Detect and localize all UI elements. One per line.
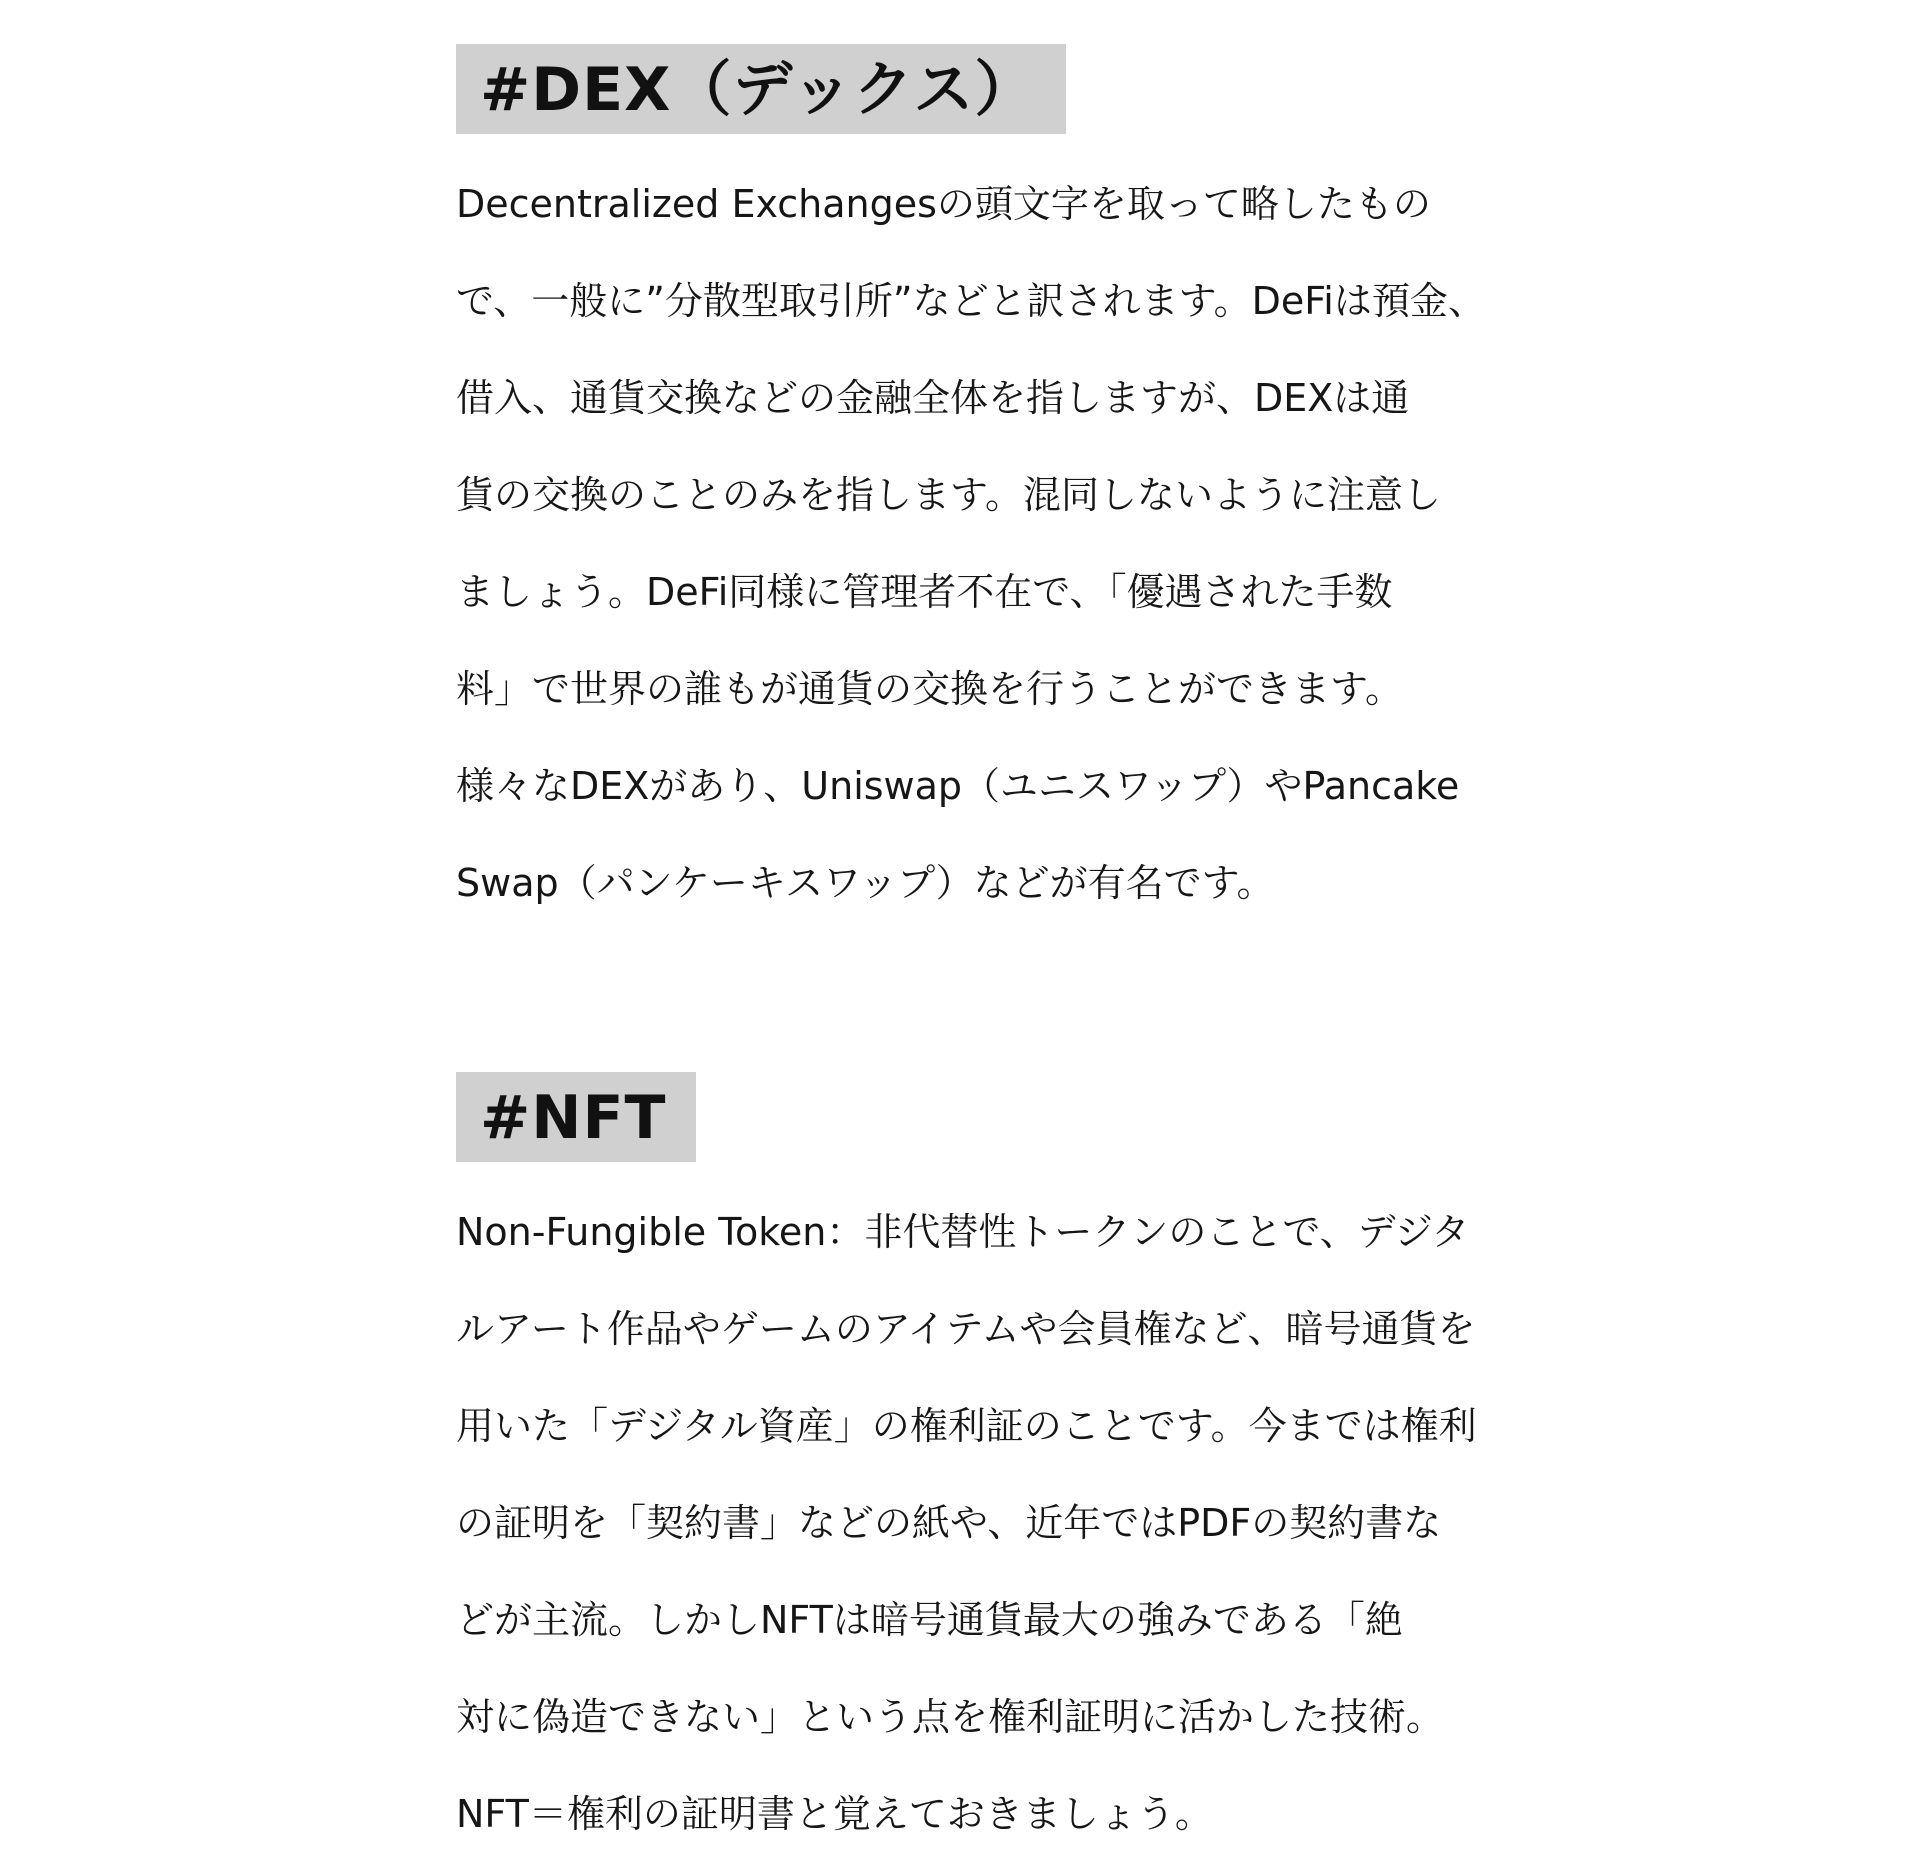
text-line: Non-Fungible Token：非代替性トークンのことで、デジタ [456,1210,1470,1254]
text-line: 用いた「デジタル資産」の権利証のことです。今までは権利 [456,1404,1477,1448]
text-line: どが主流。しかしNFTは暗号通貨最大の強みである「絶 [456,1598,1403,1642]
text-line: 料」で世界の誰もが通貨の交換を行うことができます。 [456,667,1403,711]
text-line: Decentralized Exchangesの頭文字を取って略したもの [456,182,1431,226]
text-line: 様々なDEXがあり、Uniswap（ユニスワップ）やPancake [456,764,1460,808]
text-line: 対に偽造できない」という点を権利証明に活かした技術。 [456,1695,1445,1739]
section-text-dex [456,156,1496,932]
text-line: 借入、通貨交換などの金融全体を指しますが、DEXは通 [456,376,1410,420]
text-line: ルアート作品やゲームのアイテムや会員権など、暗号通貨を [456,1307,1476,1351]
text-line: ましょう。DeFi同様に管理者不在で、「優遇された手数 [456,570,1393,614]
text-line: の証明を「契約書」などの紙や、近年ではPDFの契約書な [456,1501,1442,1545]
text-line: 貨の交換のことのみを指します。混同しないように注意し [456,473,1441,517]
article-body [456,44,1496,1863]
section-nft [456,1072,1496,1863]
text-line: Swap（パンケーキスワップ）などが有名です。 [456,861,1275,905]
text-line: NFT＝権利の証明書と覚えておきましょう。 [456,1792,1213,1836]
section-text-nft [456,1184,1496,1863]
section-dex [456,44,1496,932]
section-heading-dex: #DEX（デックス） [456,44,1066,134]
section-heading-nft: #NFT [456,1072,696,1162]
text-line: で、一般に”分散型取引所”などと訳されます。DeFiは預金、 [456,279,1486,323]
